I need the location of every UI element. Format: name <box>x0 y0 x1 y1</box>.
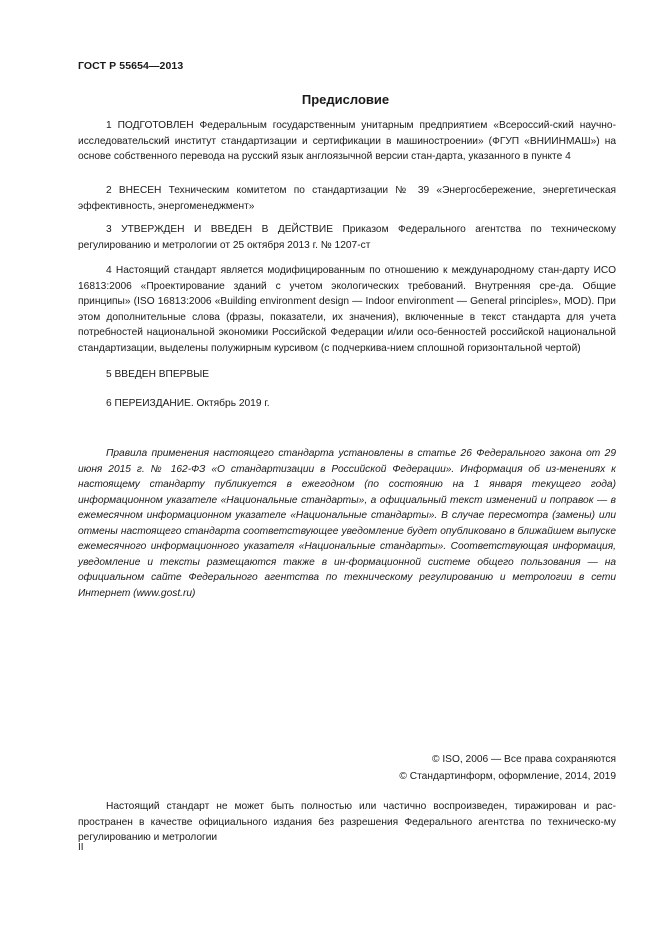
foreword-item-6: 6 ПЕРЕИЗДАНИЕ. Октябрь 2019 г. <box>106 398 270 409</box>
document-id: ГОСТ Р 55654—2013 <box>78 60 184 72</box>
foreword-item-3: 3 УТВЕРЖДЕН И ВВЕДЕН В ДЕЙСТВИЕ Приказом Федерального агентства по техническому регулированию и метрологии от 25 октября 2013 г. № 1207-ст <box>78 224 616 251</box>
page-title: Предисловие <box>301 92 390 107</box>
copyright-iso: © ISO, 2006 — Все права сохраняются <box>432 754 616 765</box>
foreword-item-2: 2 ВНЕСЕН Техническим комитетом по стандартизации № 39 «Энергосбережение, энергетическая эффективность, энергоменеджмент» <box>78 185 616 212</box>
foreword-item-5: 5 ВВЕДЕН ВПЕРВЫЕ <box>106 369 210 380</box>
page-number: II <box>78 842 84 853</box>
foreword-item-4: 4 Настоящий стандарт является модифицированным по отношению к международному стан-дарту ИСО 16813:2006 «Проектирование зданий с учетом экологических требований. Внутренняя сре-да. Общие принципы» (ISO 16813:2006 «Building environment design — Indoor environment — General principles», MOD). При этом дополнительные слова (фразы, показатели, их значения), включенные в текст стандарта для учета потребностей национальной экономики Российской Федерации и/или осо-бенностей российской национальной стандартизации, выделены полужирным курсивом (с подчеркива-нием сплошной горизонтальной чертой) <box>78 265 616 354</box>
copyright-standartinform: © Стандартинформ, оформление, 2014, 2019 <box>399 771 616 782</box>
application-notice: Правила применения настоящего стандарта установлены в статье 26 Федерального закона от 29 июня 2015 г. № 162-ФЗ «О стандартизации в Российской Федерации». Информация об из-менениях к настоящему стандарту публикуется в ежегодном (по состоянию на 1 января текущего года) информационном указателе «Национальные стандарты», а официальный текст изменений и поправок — в ежемесячном информационном указателе «Национальные стандарты». В случае пересмотра (замены) или отмены настоящего стандарта соответствующее уведомление будет опубликовано в ближайшем выпуске ежемесячного информационного указателя «Национальные стандарты». Соответствующая информация, уведомление и тексты размещаются также в ин-формационной системе общего пользования — на официальном сайте Федерального агентства по техническому регулированию и метрологии в сети Интернет (www.gost.ru) <box>78 448 616 599</box>
reproduction-notice: Настоящий стандарт не может быть полностью или частично воспроизведен, тиражирован и рас-пространен в качестве официального издания без разрешения Федерального агентства по техническо-му регулированию и метрологии <box>78 801 616 843</box>
foreword-item-1: 1 ПОДГОТОВЛЕН Федеральным государственным унитарным предприятием «Всероссий-ский научно-исследовательский институт стандартизации и сертификации в машиностроении» (ФГУП «ВНИИНМАШ») на основе собственного перевода на русский язык англоязычной версии стан-дарта, указанного в пункте 4 <box>78 120 616 162</box>
